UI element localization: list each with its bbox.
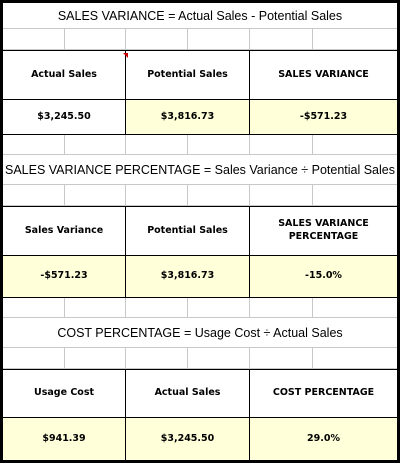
sales-variance-percentage-formula-title[interactable]: SALES VARIANCE PERCENTAGE = Sales Variance ÷ Potential Sales [3, 155, 397, 185]
header-cost-percentage[interactable]: COST PERCENTAGE [272, 387, 375, 399]
cost-percentage-value-row [3, 418, 397, 460]
header-actual-sales[interactable]: Actual Sales [3, 51, 126, 99]
empty-grid-row[interactable] [3, 29, 397, 50]
header-actual-sales[interactable]: Actual Sales [126, 370, 250, 417]
header-sales-variance[interactable]: SALES VARIANCE [278, 68, 369, 80]
value-sales-variance[interactable]: -$571.23 [3, 256, 126, 297]
header-potential-sales[interactable]: Potential Sales [126, 207, 250, 255]
empty-grid-row[interactable] [3, 298, 397, 318]
header-usage-cost[interactable]: Usage Cost [3, 370, 126, 417]
sales-variance-value-row [3, 100, 397, 135]
sales-variance-percentage-header-row [3, 206, 397, 256]
header-sales-variance-percentage[interactable]: SALES VARIANCE PERCENTAGE [278, 218, 369, 242]
cost-percentage-header-row [3, 369, 397, 418]
comment-marker-icon[interactable] [123, 53, 128, 58]
value-sales-variance-percentage[interactable]: -15.0% [250, 256, 397, 297]
empty-grid-row[interactable] [3, 135, 397, 155]
value-potential-sales[interactable]: $3,816.73 [126, 256, 250, 297]
value-actual-sales[interactable]: $3,245.50 [3, 100, 126, 134]
header-potential-sales[interactable]: Potential Sales [126, 51, 250, 99]
empty-grid-row[interactable] [3, 185, 397, 206]
value-actual-sales[interactable]: $3,245.50 [126, 418, 250, 460]
value-usage-cost[interactable]: $941.39 [3, 418, 126, 460]
value-cost-percentage[interactable]: 29.0% [250, 418, 397, 460]
cost-percentage-formula-title[interactable]: COST PERCENTAGE = Usage Cost ÷ Actual Sales [3, 318, 397, 348]
value-sales-variance[interactable]: -$571.23 [250, 100, 397, 134]
sales-variance-header-row [3, 50, 397, 100]
sales-variance-percentage-value-row [3, 256, 397, 298]
empty-grid-row[interactable] [3, 348, 397, 369]
header-sales-variance[interactable]: Sales Variance [3, 207, 126, 255]
value-potential-sales[interactable]: $3,816.73 [126, 100, 250, 134]
sales-variance-formula-title[interactable]: SALES VARIANCE = Actual Sales - Potential Sales [3, 3, 397, 29]
